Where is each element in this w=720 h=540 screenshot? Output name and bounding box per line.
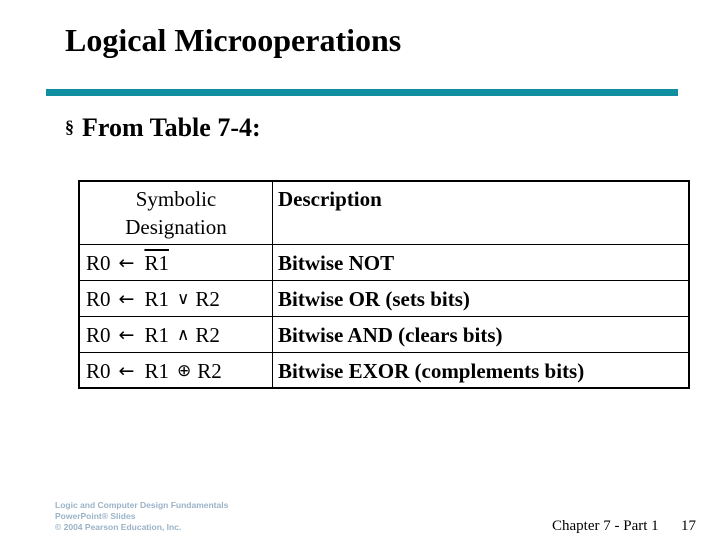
microoperations-table [78,180,690,389]
header-symbolic-line2: Designation [125,215,227,239]
row-symbolic-not [86,249,169,277]
row-divider [80,352,688,353]
header-symbolic-designation [80,185,272,241]
row-divider [80,280,688,281]
row-symbolic-exor [86,357,222,385]
dest-register: R0 [86,251,111,275]
slide-title: Logical Microoperations [65,22,402,58]
row-symbolic-and [86,321,220,349]
row-divider [80,244,688,245]
source-register-complemented: R1 [144,251,169,275]
left-arrow-icon: ← [118,324,135,346]
and-operator-icon: ∧ [176,325,190,345]
dest-register: R0 [86,287,111,311]
row-description-and: Bitwise AND (clears bits) [278,323,503,347]
source-register: R2 [197,359,222,383]
dest-register: R0 [86,359,111,383]
row-divider [80,316,688,317]
row-description-or: Bitwise OR (sets bits) [278,287,470,311]
row-description-exor: Bitwise EXOR (complements bits) [278,359,585,383]
source-register: R1 [144,287,169,311]
source-register: R1 [144,323,169,347]
or-operator-icon: ∨ [176,289,190,309]
row-description-not: Bitwise NOT [278,251,395,275]
header-description: Description [278,187,382,211]
source-register: R1 [144,359,169,383]
logo-line-copyright: © 2004 Pearson Education, Inc. [55,522,182,532]
logo-line-slides: PowerPoint® Slides [55,511,136,521]
logo-line-book-title: Logic and Computer Design Fundamentals [55,500,229,510]
dest-register: R0 [86,323,111,347]
source-register: R2 [195,323,220,347]
chapter-label: Chapter 7 - Part 1 [552,518,659,534]
xor-operator-icon: ⊕ [176,361,192,381]
header-symbolic-line1: Symbolic [135,187,217,211]
source-register: R2 [195,287,220,311]
column-divider [272,182,273,387]
row-symbolic-or [86,285,220,313]
title-divider [46,89,678,96]
bullet-text: From Table 7-4: [82,113,261,142]
bullet-item [65,112,261,146]
left-arrow-icon: ← [118,288,135,310]
bullet-marker: § [65,117,74,137]
page-number: 17 [681,518,696,534]
left-arrow-icon: ← [118,360,135,382]
left-arrow-icon: ← [118,252,135,274]
publisher-logo [55,500,228,533]
